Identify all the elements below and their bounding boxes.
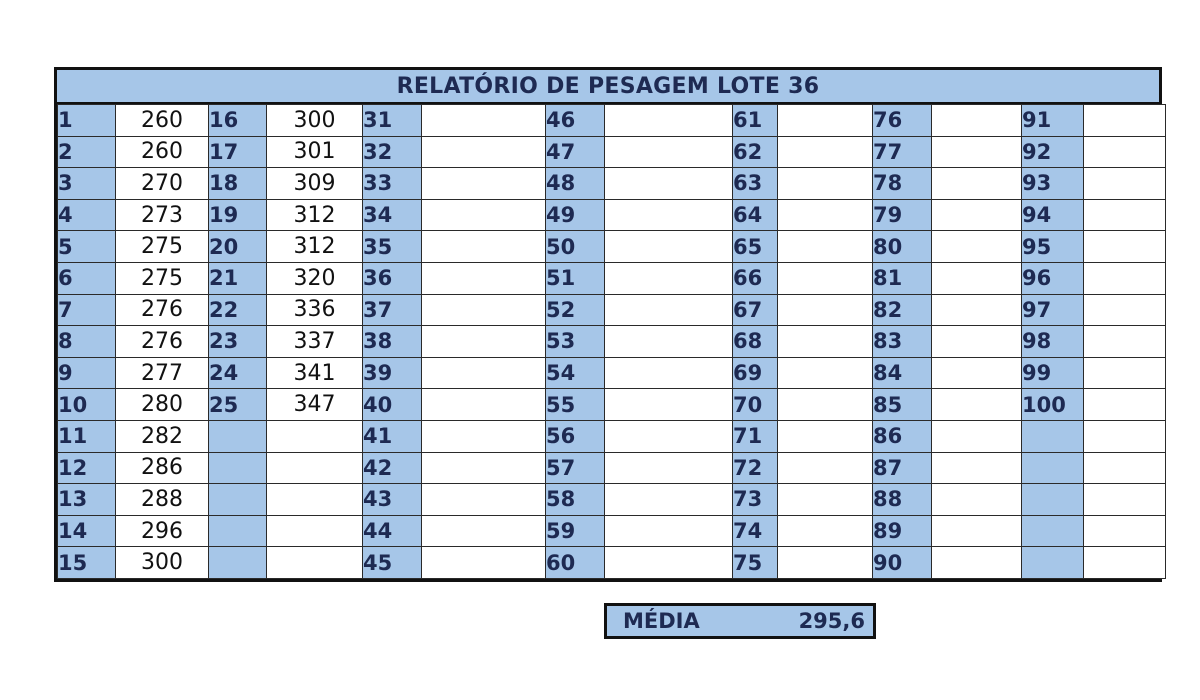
animal-number-cell: 45 <box>363 547 422 579</box>
animal-number-cell: 15 <box>58 547 116 579</box>
weight-value-cell <box>932 357 1022 389</box>
animal-number-cell: 1 <box>58 105 116 137</box>
animal-number-cell: 33 <box>363 168 422 200</box>
weight-value-cell <box>267 484 363 516</box>
weight-value-cell <box>605 168 733 200</box>
weight-value-cell <box>605 420 733 452</box>
weight-value-cell <box>605 389 733 421</box>
animal-number-cell: 52 <box>546 294 605 326</box>
table-row <box>58 515 1166 547</box>
animal-number-cell: 98 <box>1022 326 1084 358</box>
weight-value-cell <box>778 547 873 579</box>
weight-value-cell <box>1084 515 1166 547</box>
weight-value-cell: 300 <box>116 547 209 579</box>
animal-number-cell: 51 <box>546 262 605 294</box>
animal-number-cell: 84 <box>873 357 932 389</box>
animal-number-cell: 63 <box>733 168 778 200</box>
animal-number-cell: 91 <box>1022 105 1084 137</box>
weight-value-cell <box>1084 452 1166 484</box>
animal-number-cell: 24 <box>209 357 267 389</box>
weight-value-cell <box>1084 294 1166 326</box>
animal-number-cell: 46 <box>546 105 605 137</box>
weight-value-cell <box>605 199 733 231</box>
weight-value-cell <box>422 484 546 516</box>
weight-value-cell: 280 <box>116 389 209 421</box>
animal-number-cell: 59 <box>546 515 605 547</box>
weight-value-cell <box>778 231 873 263</box>
table-row <box>58 105 1166 137</box>
weight-value-cell <box>932 262 1022 294</box>
animal-number-cell: 57 <box>546 452 605 484</box>
animal-number-cell: 79 <box>873 199 932 231</box>
weight-value-cell <box>605 136 733 168</box>
weight-value-cell <box>422 547 546 579</box>
animal-number-cell: 54 <box>546 357 605 389</box>
weight-value-cell <box>932 168 1022 200</box>
weighing-report <box>54 67 1162 582</box>
weight-value-cell <box>1084 231 1166 263</box>
weight-value-cell: 276 <box>116 294 209 326</box>
table-row <box>58 357 1166 389</box>
animal-number-cell: 74 <box>733 515 778 547</box>
weight-value-cell: 320 <box>267 262 363 294</box>
animal-number-cell: 20 <box>209 231 267 263</box>
weight-value-cell <box>267 452 363 484</box>
weight-value-cell <box>778 326 873 358</box>
animal-number-cell: 49 <box>546 199 605 231</box>
weight-value-cell <box>422 389 546 421</box>
animal-number-cell: 25 <box>209 389 267 421</box>
animal-number-cell: 86 <box>873 420 932 452</box>
weight-value-cell <box>422 452 546 484</box>
weight-value-cell: 336 <box>267 294 363 326</box>
animal-number-cell: 36 <box>363 262 422 294</box>
animal-number-cell: 94 <box>1022 199 1084 231</box>
animal-number-cell <box>209 484 267 516</box>
animal-number-cell: 64 <box>733 199 778 231</box>
animal-number-cell <box>1022 547 1084 579</box>
weight-value-cell: 309 <box>267 168 363 200</box>
average-label: MÉDIA <box>623 609 700 633</box>
animal-number-cell: 68 <box>733 326 778 358</box>
weighing-grid <box>57 104 1166 579</box>
animal-number-cell: 75 <box>733 547 778 579</box>
weight-value-cell <box>605 262 733 294</box>
table-row <box>58 547 1166 579</box>
table-row <box>58 231 1166 263</box>
weight-value-cell <box>932 515 1022 547</box>
weight-value-cell <box>605 294 733 326</box>
animal-number-cell: 3 <box>58 168 116 200</box>
weight-value-cell <box>1084 326 1166 358</box>
animal-number-cell: 48 <box>546 168 605 200</box>
animal-number-cell: 77 <box>873 136 932 168</box>
weight-value-cell: 275 <box>116 231 209 263</box>
weight-value-cell: 347 <box>267 389 363 421</box>
weight-value-cell <box>1084 389 1166 421</box>
weight-value-cell <box>932 231 1022 263</box>
animal-number-cell: 9 <box>58 357 116 389</box>
animal-number-cell: 39 <box>363 357 422 389</box>
weight-value-cell <box>422 326 546 358</box>
weight-value-cell <box>1084 547 1166 579</box>
animal-number-cell: 10 <box>58 389 116 421</box>
weight-value-cell <box>932 547 1022 579</box>
weight-value-cell: 286 <box>116 452 209 484</box>
animal-number-cell: 55 <box>546 389 605 421</box>
weight-value-cell <box>1084 168 1166 200</box>
animal-number-cell: 58 <box>546 484 605 516</box>
animal-number-cell: 96 <box>1022 262 1084 294</box>
weight-value-cell <box>1084 420 1166 452</box>
weight-value-cell <box>605 515 733 547</box>
animal-number-cell <box>1022 515 1084 547</box>
animal-number-cell: 66 <box>733 262 778 294</box>
animal-number-cell: 82 <box>873 294 932 326</box>
animal-number-cell: 71 <box>733 420 778 452</box>
weight-value-cell <box>778 357 873 389</box>
weight-value-cell <box>778 199 873 231</box>
animal-number-cell: 12 <box>58 452 116 484</box>
weight-value-cell <box>932 389 1022 421</box>
animal-number-cell: 56 <box>546 420 605 452</box>
animal-number-cell: 11 <box>58 420 116 452</box>
animal-number-cell: 67 <box>733 294 778 326</box>
animal-number-cell: 23 <box>209 326 267 358</box>
animal-number-cell: 61 <box>733 105 778 137</box>
animal-number-cell: 44 <box>363 515 422 547</box>
table-row <box>58 484 1166 516</box>
animal-number-cell: 99 <box>1022 357 1084 389</box>
weight-value-cell <box>778 484 873 516</box>
animal-number-cell <box>209 420 267 452</box>
animal-number-cell: 92 <box>1022 136 1084 168</box>
weight-value-cell <box>605 326 733 358</box>
weight-value-cell: 296 <box>116 515 209 547</box>
animal-number-cell: 78 <box>873 168 932 200</box>
average-summary <box>604 603 876 639</box>
weight-value-cell: 277 <box>116 357 209 389</box>
animal-number-cell: 50 <box>546 231 605 263</box>
weight-value-cell: 270 <box>116 168 209 200</box>
weight-value-cell <box>422 105 546 137</box>
animal-number-cell: 93 <box>1022 168 1084 200</box>
weight-value-cell: 282 <box>116 420 209 452</box>
weight-value-cell <box>267 420 363 452</box>
animal-number-cell: 19 <box>209 199 267 231</box>
animal-number-cell: 69 <box>733 357 778 389</box>
animal-number-cell: 8 <box>58 326 116 358</box>
animal-number-cell: 4 <box>58 199 116 231</box>
animal-number-cell: 35 <box>363 231 422 263</box>
weight-value-cell: 260 <box>116 105 209 137</box>
animal-number-cell: 17 <box>209 136 267 168</box>
weight-value-cell <box>605 231 733 263</box>
weight-value-cell <box>1084 357 1166 389</box>
animal-number-cell: 14 <box>58 515 116 547</box>
weight-value-cell <box>778 389 873 421</box>
animal-number-cell: 6 <box>58 262 116 294</box>
animal-number-cell: 47 <box>546 136 605 168</box>
table-row <box>58 199 1166 231</box>
weight-value-cell <box>932 105 1022 137</box>
table-row <box>58 262 1166 294</box>
weight-value-cell <box>932 199 1022 231</box>
animal-number-cell: 87 <box>873 452 932 484</box>
weight-value-cell <box>422 515 546 547</box>
animal-number-cell <box>209 452 267 484</box>
weight-value-cell <box>932 136 1022 168</box>
animal-number-cell: 60 <box>546 547 605 579</box>
weight-value-cell <box>932 484 1022 516</box>
average-value: 295,6 <box>798 609 865 633</box>
weight-value-cell <box>778 294 873 326</box>
animal-number-cell: 40 <box>363 389 422 421</box>
weight-value-cell <box>1084 262 1166 294</box>
weight-value-cell <box>1084 105 1166 137</box>
animal-number-cell: 37 <box>363 294 422 326</box>
weight-value-cell: 312 <box>267 199 363 231</box>
animal-number-cell: 80 <box>873 231 932 263</box>
animal-number-cell: 21 <box>209 262 267 294</box>
weight-value-cell <box>267 547 363 579</box>
weight-value-cell <box>932 326 1022 358</box>
animal-number-cell: 76 <box>873 105 932 137</box>
weight-value-cell <box>422 262 546 294</box>
weight-value-cell: 337 <box>267 326 363 358</box>
weight-value-cell <box>778 420 873 452</box>
animal-number-cell: 2 <box>58 136 116 168</box>
weight-value-cell <box>778 105 873 137</box>
animal-number-cell <box>1022 452 1084 484</box>
animal-number-cell: 90 <box>873 547 932 579</box>
weight-value-cell: 300 <box>267 105 363 137</box>
weight-value-cell <box>422 199 546 231</box>
weight-value-cell <box>422 420 546 452</box>
weight-value-cell <box>778 262 873 294</box>
weight-value-cell <box>422 231 546 263</box>
animal-number-cell: 31 <box>363 105 422 137</box>
weight-value-cell <box>1084 199 1166 231</box>
animal-number-cell: 43 <box>363 484 422 516</box>
weight-value-cell <box>1084 484 1166 516</box>
animal-number-cell: 18 <box>209 168 267 200</box>
animal-number-cell: 88 <box>873 484 932 516</box>
weight-value-cell: 273 <box>116 199 209 231</box>
animal-number-cell: 100 <box>1022 389 1084 421</box>
animal-number-cell: 73 <box>733 484 778 516</box>
table-row <box>58 168 1166 200</box>
table-row <box>58 452 1166 484</box>
table-row <box>58 420 1166 452</box>
animal-number-cell: 16 <box>209 105 267 137</box>
weight-value-cell <box>778 452 873 484</box>
weight-value-cell <box>422 136 546 168</box>
table-row <box>58 326 1166 358</box>
weight-value-cell: 276 <box>116 326 209 358</box>
animal-number-cell <box>209 515 267 547</box>
weight-value-cell <box>778 168 873 200</box>
weight-value-cell: 341 <box>267 357 363 389</box>
animal-number-cell: 65 <box>733 231 778 263</box>
animal-number-cell: 5 <box>58 231 116 263</box>
weight-value-cell <box>605 357 733 389</box>
weight-value-cell <box>605 452 733 484</box>
weight-value-cell <box>1084 136 1166 168</box>
weight-value-cell <box>422 168 546 200</box>
animal-number-cell: 34 <box>363 199 422 231</box>
animal-number-cell: 7 <box>58 294 116 326</box>
weight-value-cell: 260 <box>116 136 209 168</box>
weight-value-cell <box>422 294 546 326</box>
animal-number-cell <box>209 547 267 579</box>
animal-number-cell: 85 <box>873 389 932 421</box>
animal-number-cell: 38 <box>363 326 422 358</box>
report-title: RELATÓRIO DE PESAGEM LOTE 36 <box>57 70 1159 104</box>
animal-number-cell: 22 <box>209 294 267 326</box>
animal-number-cell <box>1022 484 1084 516</box>
animal-number-cell: 70 <box>733 389 778 421</box>
animal-number-cell: 13 <box>58 484 116 516</box>
weight-value-cell <box>932 420 1022 452</box>
weight-value-cell: 301 <box>267 136 363 168</box>
weight-value-cell <box>422 357 546 389</box>
animal-number-cell <box>1022 420 1084 452</box>
animal-number-cell: 89 <box>873 515 932 547</box>
animal-number-cell: 81 <box>873 262 932 294</box>
animal-number-cell: 83 <box>873 326 932 358</box>
animal-number-cell: 53 <box>546 326 605 358</box>
weight-value-cell <box>778 136 873 168</box>
weight-value-cell <box>605 105 733 137</box>
weight-value-cell <box>932 294 1022 326</box>
animal-number-cell: 72 <box>733 452 778 484</box>
animal-number-cell: 62 <box>733 136 778 168</box>
weight-value-cell <box>932 452 1022 484</box>
weight-value-cell: 312 <box>267 231 363 263</box>
weight-value-cell: 275 <box>116 262 209 294</box>
weight-value-cell <box>778 515 873 547</box>
animal-number-cell: 95 <box>1022 231 1084 263</box>
weight-value-cell <box>267 515 363 547</box>
weight-value-cell: 288 <box>116 484 209 516</box>
table-row <box>58 389 1166 421</box>
animal-number-cell: 41 <box>363 420 422 452</box>
animal-number-cell: 42 <box>363 452 422 484</box>
weight-value-cell <box>605 547 733 579</box>
table-row <box>58 136 1166 168</box>
table-row <box>58 294 1166 326</box>
animal-number-cell: 97 <box>1022 294 1084 326</box>
animal-number-cell: 32 <box>363 136 422 168</box>
weight-value-cell <box>605 484 733 516</box>
